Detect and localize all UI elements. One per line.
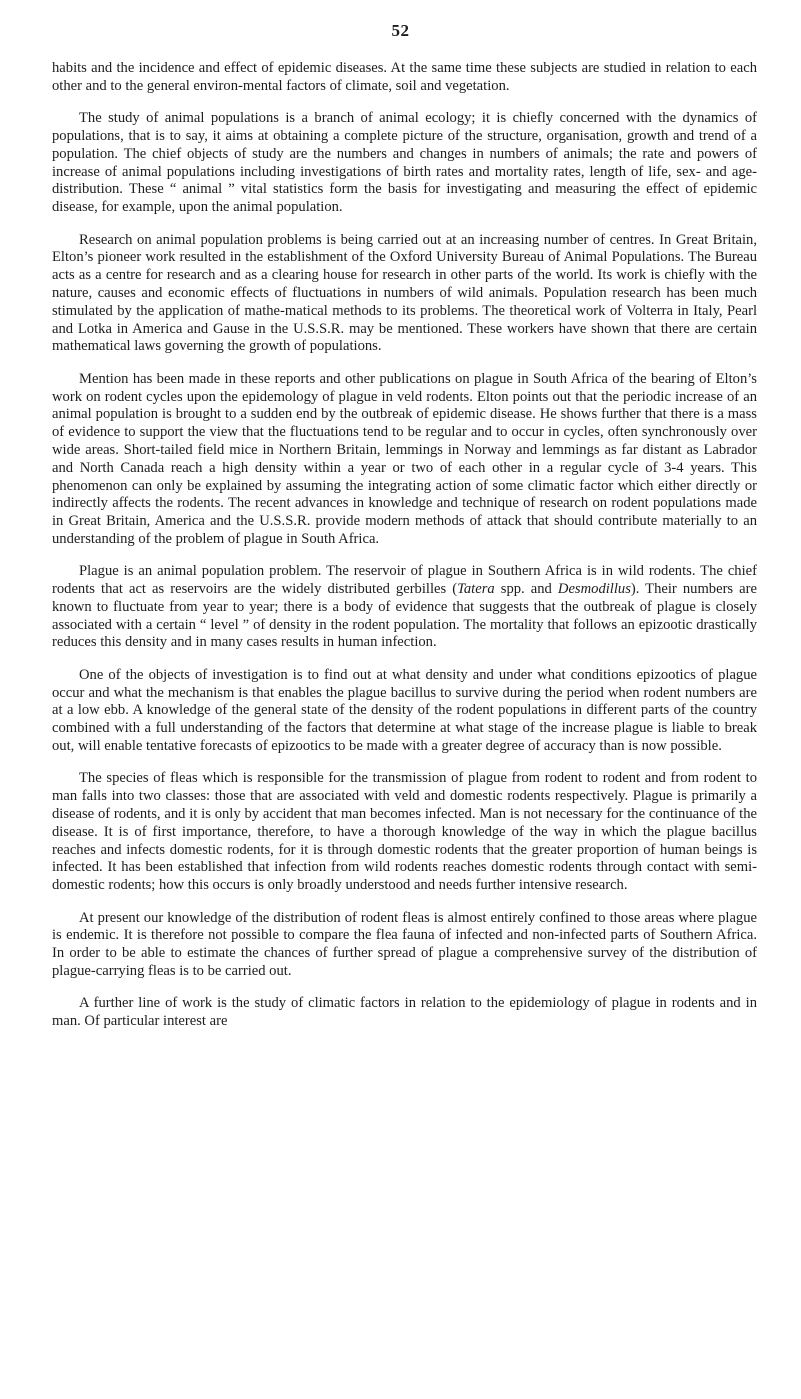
- paragraph-5-text-c: ). Their numbers are known to fluctuate from year to year; there is a body of evidence that suggests that the outbreak of plague is closely associated with a certain “ level ” of density in the rodent population. The mortality that follows an epizootic drastically reduces this density and in many cases results in human infection.: [52, 581, 757, 651]
- paragraph-1: habits and the incidence and effect of epidemic diseases. At the same time these subjects are studied in relation to each other and to the general environ-mental factors of climate, soil and vegetation.: [52, 60, 757, 94]
- body-text: [52, 60, 757, 1046]
- paragraph-8: At present our knowledge of the distribution of rodent fleas is almost entirely confined to those areas where plague is endemic. It is therefore not possible to compare the flea fauna of infected and non-infected parts of Southern Africa. In order to be able to estimate the chances of further spread of plague a comprehensive survey of the distribution of plague-carrying fleas is to be carried out.: [52, 909, 757, 980]
- genus-desmodillus: Desmodillus: [557, 581, 631, 598]
- paragraph-3: Research on animal population problems is being carried out at an increasing number of centres. In Great Britain, Elton’s pioneer work resulted in the establishment of the Oxford University Bureau of Animal Populations. The Bureau acts as a centre for research and as a clearing house for research in other parts of the world. Its work is chiefly with the nature, causes and economic effects of fluctuations in numbers of wild animals. Population research has been much stimulated by the application of mathe-matical methods to its problems. The theoretical work of Volterra in Italy, Pearl and Lotka in America and Gause in the U.S.S.R. may be mentioned. These workers have shown that there are certain mathematical laws governing the growth of populations.: [52, 231, 757, 355]
- genus-tatera: Tatera: [457, 581, 495, 598]
- page-number: 52: [391, 21, 410, 40]
- paragraph-4: Mention has been made in these reports and other publications on plague in South Africa of the bearing of Elton’s work on rodent cycles upon the epidemology of plague in veld rodents. Elton points out that the periodic increase of an animal population is brought to a sudden end by the outbreak of epidemic disease. He shows further that there is a mass of evidence to support the view that the fluctuations tend to be regular and to occur in cycles, often synchronously over wide areas. Short-tailed field mice in Northern Britain, lemmings in Norway and lemmings as far distant as Labrador and North Canada reach a high density within a year or two of each other in a regular cycle of 3-4 years. This phenomenon can only be explained by assuming the integrating action of some climatic factor which either directly or indirectly affects the rodents. The recent advances in knowledge and technique of research on rodent populations made in Great Britain, America and the U.S.S.R. provide modern methods of attack that should contribute materially to an understanding of the problem of plague in South Africa.: [52, 370, 757, 547]
- paragraph-5-text-a: Plague is an animal population problem. The reservoir of plague in Southern Africa is in wild rodents. The chief rodents that act as reservoirs are the widely distributed gerbilles (: [52, 563, 757, 598]
- paragraph-2: The study of animal populations is a branch of animal ecology; it is chiefly concerned with the dynamics of populations, that is to say, it aims at obtaining a complete picture of the structure, organisation, growth and trend of a population. The chief objects of study are the numbers and changes in numbers of animals; the rate and powers of increase of animal populations including investigations of birth rates and mortality rates, length of life, sex- and age-distribution. These “ animal ” vital statistics form the basis for investigating and measuring the effect of epidemic disease, for example, upon the animal population.: [52, 110, 757, 216]
- paragraph-6: One of the objects of investigation is to find out at what density and under what conditions epizootics of plague occur and what the mechanism is that enables the plague bacillus to survive during the period when rodent numbers are at a low ebb. A knowledge of the general state of the density of the rodent populations in different parts of the country combined with a full understanding of the factors that determine at what stage of the increase plague is liable to break out, will enable tentative forecasts of epizootics to be made with a greater degree of accuracy than is now possible.: [52, 666, 757, 755]
- paragraph-5-text-b: spp. and: [494, 581, 558, 598]
- paragraph-5: [52, 563, 757, 652]
- paragraph-7: The species of fleas which is responsible for the transmission of plague from rodent to rodent and from rodent to man falls into two classes: those that are associated with veld and domestic rodents respectively. Plague is primarily a disease of rodents, and it is only by accident that man becomes infected. Man is not necessary for the continuance of the disease. It is of first importance, therefore, to have a thorough knowledge of the way in which the plague bacillus reaches and infects domestic rodents, for it is through domestic rodents that the greater proportion of human beings is infected. It has been established that infection from wild rodents reaches domestic rodents through contact with semi-domestic rodents; how this occurs is only broadly understood and needs further intensive research.: [52, 770, 757, 894]
- paragraph-9: A further line of work is the study of climatic factors in relation to the epidemiology of plague in rodents and in man. Of particular interest are: [52, 995, 757, 1030]
